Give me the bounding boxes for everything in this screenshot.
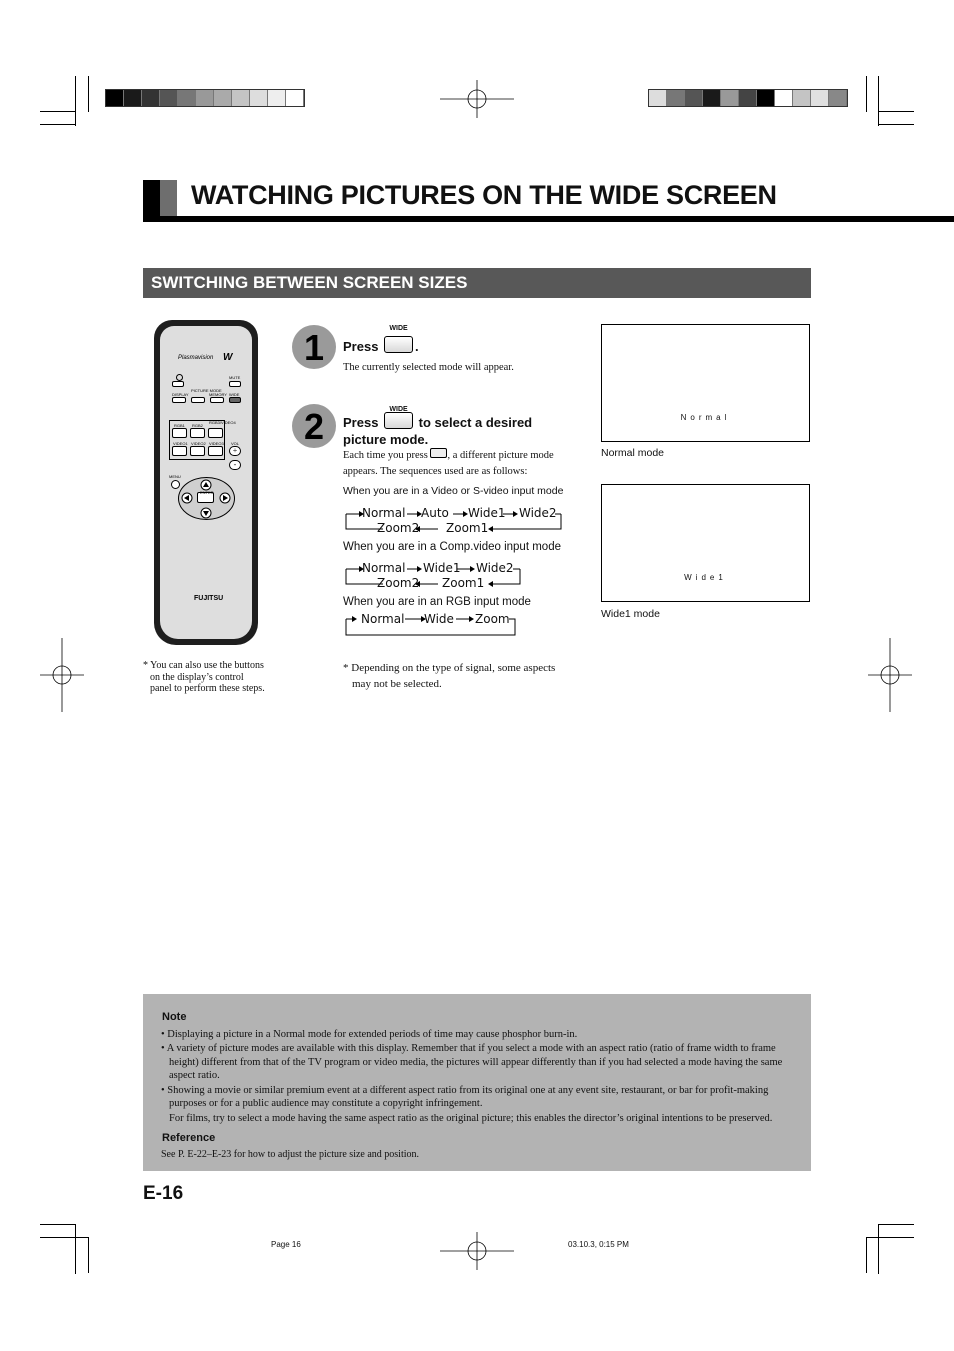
step-1-instruction xyxy=(343,325,419,354)
wide-button-label: WIDE xyxy=(389,406,408,413)
sequence-comp-wide1: Wide1 xyxy=(423,561,461,575)
remote-footnote-line: panel to perform these steps. xyxy=(150,683,265,694)
remote-footnote-line: * You can also use the buttons xyxy=(143,660,264,671)
remote-picture-label: PICTURE MODE xyxy=(191,388,222,393)
step-footnote-line: * Depending on the type of signal, some aspects xyxy=(343,662,556,674)
sequence-video-normal: Normal xyxy=(362,506,406,520)
remote-video3-button xyxy=(208,446,223,456)
remote-rgb1-button xyxy=(172,428,187,438)
step-2-instruction xyxy=(343,406,533,448)
power-icon xyxy=(176,374,183,381)
sequence-video-wide2: Wide2 xyxy=(519,506,557,520)
title-rule xyxy=(143,216,954,222)
step-2-description xyxy=(343,448,554,480)
step-footnote-line: may not be selected. xyxy=(352,678,442,690)
wide-button-icon xyxy=(384,325,413,353)
remote-maker-logo: FUJITSU xyxy=(194,595,224,602)
remote-video2-button xyxy=(190,446,205,456)
section-heading: SWITCHING BETWEEN SCREEN SIZES xyxy=(151,273,468,292)
sequence-comp-zoom1: Zoom1 xyxy=(442,576,485,590)
step-2-text-line2: picture mode. xyxy=(343,432,429,447)
remote-rgb2-button xyxy=(190,428,205,438)
sequence-comp-normal: Normal xyxy=(362,561,406,575)
remote-wide-button xyxy=(229,397,241,403)
remote-power-button xyxy=(172,381,184,387)
normal-mode-screen xyxy=(601,324,810,442)
footer-right: 03.10.3, 0:15 PM xyxy=(568,1240,629,1249)
remote-enter-label: ENTER xyxy=(200,490,214,495)
wide1-mode-caption: Wide1 mode xyxy=(601,608,660,620)
step-1-press-text: Press xyxy=(343,339,379,354)
normal-mode-caption: Normal mode xyxy=(601,447,665,459)
footer-left: Page 16 xyxy=(271,1240,301,1249)
remote-footnote xyxy=(143,660,265,695)
step-1-number: 1 xyxy=(292,325,336,369)
note-line: • Displaying a picture in a Normal mode for extended periods of time may cause phosphor burn-in. xyxy=(161,1029,578,1040)
step-footnote xyxy=(343,660,555,692)
wide-button-icon xyxy=(384,406,413,429)
remote-brand-mark: W xyxy=(223,352,233,363)
remote-mute-button xyxy=(229,381,241,387)
dpad-arrows-icon xyxy=(178,477,235,520)
remote-display-label: DISPLAY xyxy=(172,392,189,397)
page-number: E-16 xyxy=(143,1183,184,1204)
sequence-video-auto: Auto xyxy=(421,506,449,520)
remote-video1-button xyxy=(172,446,187,456)
remote-rgb2-label: RGB2 xyxy=(192,423,203,428)
section-heading-bar xyxy=(143,268,811,298)
sequence-video-wide1: Wide1 xyxy=(468,506,506,520)
sequence-video-zoom2: Zoom2 xyxy=(377,521,420,535)
step-2-press-text: Press xyxy=(343,415,379,430)
sequence-heading-video: When you are in a Video or S-video input mode xyxy=(343,485,564,497)
vol-down-icon: - xyxy=(229,460,241,470)
sequence-rgb-normal: Normal xyxy=(361,612,405,626)
remote-display-button xyxy=(172,397,186,403)
step-2-desc-line2: appears. The sequences used are as follows: xyxy=(343,466,528,477)
remote-rgb1-label: RGB1 xyxy=(174,423,185,428)
remote-wide-label: WIDE xyxy=(229,392,240,397)
step-2-number: 2 xyxy=(292,404,336,448)
remote-video1-label: VIDEO1 xyxy=(173,441,188,446)
wide-button-small-icon xyxy=(430,448,447,458)
note-line: purposes or for a public audience may constitute a copyright infringement. xyxy=(169,1098,483,1109)
sequence-comp-wide2: Wide2 xyxy=(476,561,514,575)
note-line: aspect ratio. xyxy=(169,1070,220,1081)
sequence-comp-zoom2: Zoom2 xyxy=(377,576,420,590)
step-2-desc-b: , a different picture mode xyxy=(447,450,554,461)
remote-menu-label: MENU xyxy=(169,474,181,479)
wide-button-label: WIDE xyxy=(389,325,408,332)
remote-mute-label: MUTE xyxy=(229,375,241,380)
sequence-heading-rgb: When you are in an RGB input mode xyxy=(343,596,531,608)
step-2-text-line1: to select a desired xyxy=(418,415,533,430)
step-1-period: . xyxy=(415,339,419,354)
note-line: height) different from that of the TV program or video media, the pictures will appear differently than if you had selected a mode having the same xyxy=(169,1057,783,1068)
remote-rgb3-button xyxy=(208,428,223,438)
remote-memory-label: MEMORY xyxy=(209,392,227,397)
note-heading: Note xyxy=(162,1011,187,1023)
sequence-rgb-zoom: Zoom xyxy=(475,612,510,626)
sequence-video-zoom1: Zoom1 xyxy=(446,521,489,535)
normal-mode-screen-label: Normal xyxy=(680,413,731,422)
remote-picture-button xyxy=(191,397,205,403)
remote-video3-label: VIDEO3 xyxy=(209,441,224,446)
remote-brand-label: Plasmavision xyxy=(178,355,214,361)
title-tab-dark xyxy=(143,180,160,218)
note-box xyxy=(143,994,811,1171)
calibration-bar-right xyxy=(648,89,848,107)
reference-heading: Reference xyxy=(162,1132,216,1144)
remote-video2-label: VIDEO2 xyxy=(191,441,206,446)
wide1-mode-screen xyxy=(601,484,810,602)
page-title: WATCHING PICTURES ON THE WIDE SCREEN xyxy=(191,180,777,210)
vol-up-icon: + xyxy=(229,446,241,456)
reference-text: See P. E-22–E-23 for how to adjust the picture size and position. xyxy=(161,1149,420,1160)
step-1-description: The currently selected mode will appear. xyxy=(343,362,514,373)
calibration-bar-left xyxy=(105,89,305,107)
wide1-mode-screen-label: Wide1 xyxy=(684,573,727,582)
remote-memory-button xyxy=(210,397,224,403)
remote-rgb3-label: RGB3/VIDEO4 xyxy=(209,420,236,425)
step-2-desc-a: Each time you press xyxy=(343,450,428,461)
note-line: • A variety of picture modes are available with this display. Remember that if you select a mode with an aspect ratio (ratio of frame width to frame xyxy=(161,1043,776,1054)
remote-vol-label: VOL xyxy=(231,441,240,446)
sequence-heading-comp: When you are in a Comp.video input mode xyxy=(343,541,561,553)
note-line: • Showing a movie or similar premium event at a different aspect ratio from its original one at any event site, restaurant, or bar for profit-making xyxy=(161,1085,769,1096)
title-tab-grey xyxy=(160,180,177,218)
remote-footnote-line: on the display’s control xyxy=(150,671,244,683)
page-title-block xyxy=(143,180,954,224)
sequence-rgb-wide: Wide xyxy=(424,612,454,626)
note-line: For films, try to select a mode having the same aspect ratio as the original picture; this enables the director’s original intentions to be preserved. xyxy=(169,1113,773,1124)
